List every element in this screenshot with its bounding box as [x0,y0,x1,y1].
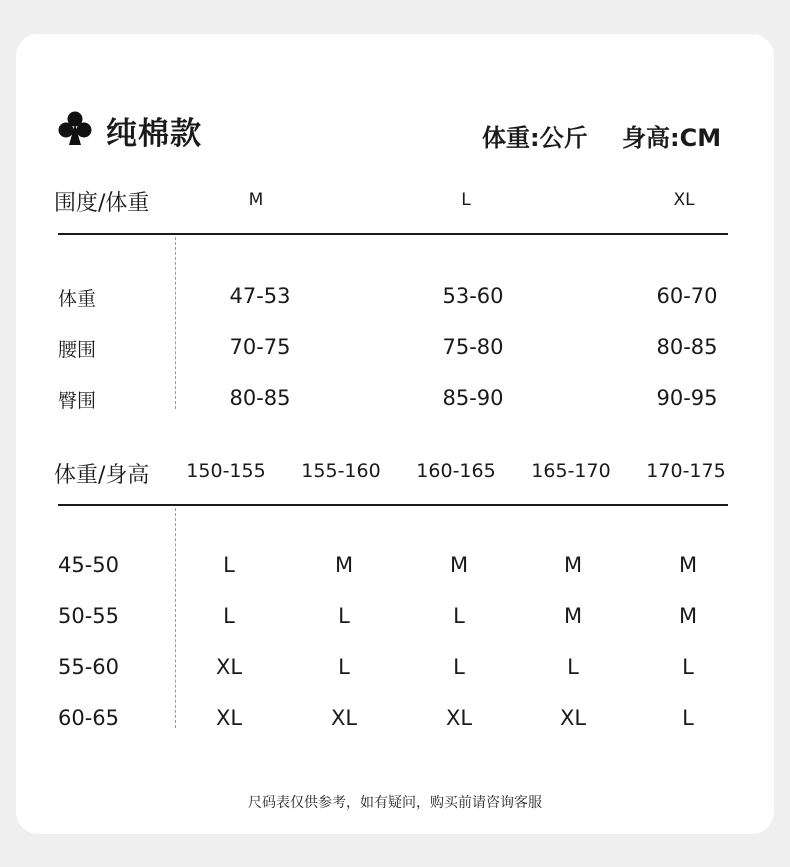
footer-note: 尺码表仅供参考，如有疑问，购买前请咨询客服 [248,795,542,811]
table2-corner-header: 体重/身高 [54,463,150,488]
table2-cell: M [678,553,698,577]
table1-column-header: XL [673,190,695,210]
table1-cell: 85-90 [442,386,504,410]
table1-cell: 90-95 [656,386,718,410]
table2-cell: XL [330,706,358,730]
table2-column-header: 155-160 [301,460,381,482]
table2-cell: L [338,604,350,628]
table1-column-header: L [461,190,471,210]
table2-cell: M [563,553,583,577]
size-chart-card [16,34,774,834]
table2-cell: M [678,604,698,628]
table2-column-divider [175,508,176,728]
table2-cell: L [682,706,694,730]
page-title: 纯棉款 [106,116,202,152]
table2-cell: M [449,553,469,577]
height-unit-label: 身高:CM [622,124,722,152]
table1-cell: 80-85 [229,386,291,410]
table1-cell: 80-85 [656,335,718,359]
weight-unit-label: 体重:公斤 [482,124,588,152]
table1-column-header: M [248,190,264,210]
club-suit-icon [58,110,92,146]
table2-cell: XL [215,706,243,730]
table2-header-rule [58,504,728,506]
table2-row-label: 60-65 [58,706,120,730]
table2-row-label: 55-60 [58,655,120,679]
table1-cell: 47-53 [229,284,291,308]
table2-cell: M [334,553,354,577]
table2-cell: L [338,655,350,679]
table2-column-header: 160-165 [416,460,496,482]
table1-cell: 75-80 [442,335,504,359]
table2-row-label: 50-55 [58,604,120,628]
table2-cell: XL [559,706,587,730]
table2-row-label: 45-50 [58,553,120,577]
table1-row-label: 腰围 [58,339,97,361]
table2-column-header: 170-175 [646,460,726,482]
table1-cell: 53-60 [442,284,504,308]
table2-cell: L [682,655,694,679]
table2-cell: L [453,655,465,679]
table2-column-header: 150-155 [186,460,266,482]
table1-cell: 70-75 [229,335,291,359]
table2-column-header: 165-170 [531,460,611,482]
table1-column-divider [175,237,176,409]
table2-cell: L [453,604,465,628]
table1-cell: 60-70 [656,284,718,308]
table1-row-label: 臀围 [58,390,97,412]
table2-cell: XL [445,706,473,730]
table1-header-rule [58,233,728,235]
table2-cell: L [223,553,235,577]
table2-cell: L [223,604,235,628]
table2-cell: L [567,655,579,679]
table2-cell: M [563,604,583,628]
table2-cell: XL [215,655,243,679]
table1-row-label: 体重 [58,288,97,310]
table1-corner-header: 围度/体重 [54,191,150,216]
